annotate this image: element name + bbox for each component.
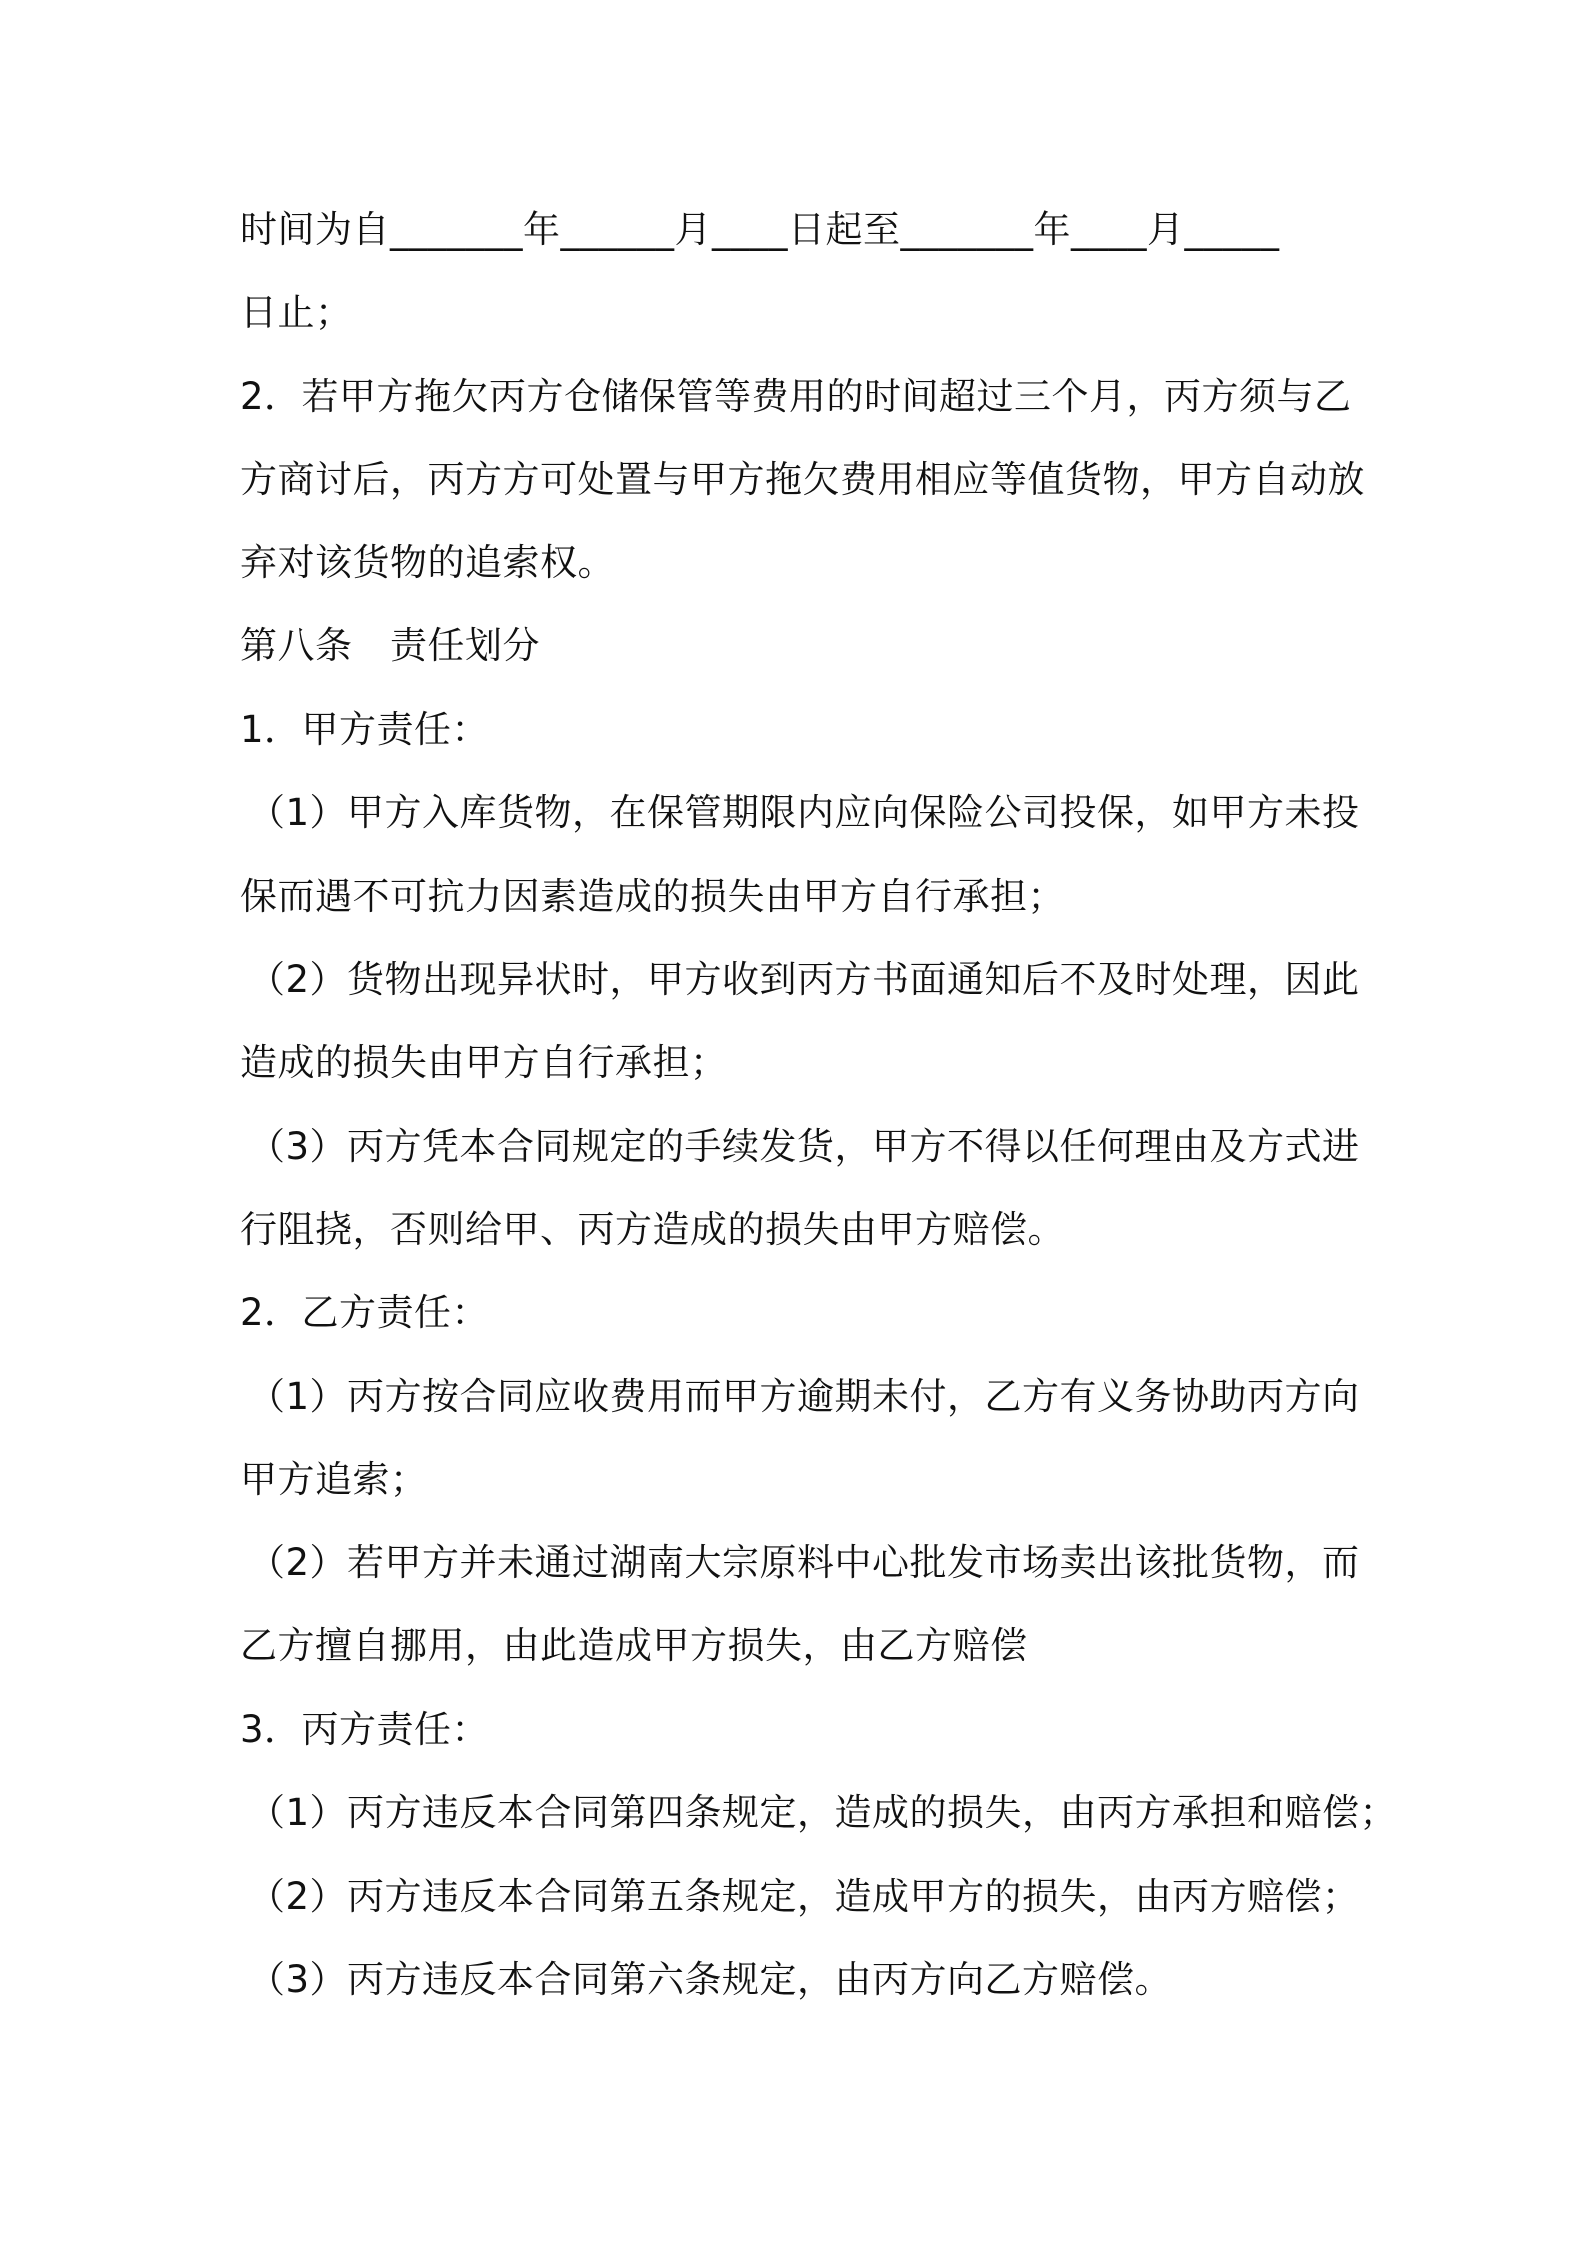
text-line: （2）若甲方并未通过湖南大宗原料中心批发市场卖出该批货物，而: [248, 1541, 1360, 1584]
subsection-heading: 1．甲方责任：: [240, 708, 490, 751]
text-line: 乙方擅自挪用，由此造成甲方损失，由乙方赔偿: [240, 1624, 1028, 1667]
subsection-heading: 2．乙方责任：: [240, 1291, 490, 1334]
text-line: 日止；: [240, 291, 353, 334]
text-line: 甲方追索；: [240, 1458, 428, 1501]
text-line: （2）货物出现异状时，甲方收到丙方书面通知后不及时处理，因此: [248, 958, 1360, 1001]
subsection-heading: 3．丙方责任：: [240, 1708, 490, 1751]
text-line: 行阻挠，否则给甲、丙方造成的损失由甲方赔偿。: [240, 1208, 1065, 1251]
text-line: 2．若甲方拖欠丙方仓储保管等费用的时间超过三个月，丙方须与乙: [240, 375, 1352, 418]
text-line: 时间为自_______年______月____日起至_______年____月_____: [240, 208, 1280, 251]
text-line: （1）丙方违反本合同第四条规定，造成的损失，由丙方承担和赔偿；: [248, 1791, 1398, 1834]
text-line: 弃对该货物的追索权。: [240, 541, 615, 584]
text-line: （1）甲方入库货物，在保管期限内应向保险公司投保，如甲方未投: [248, 791, 1360, 834]
text-line: （2）丙方违反本合同第五条规定，造成甲方的损失，由丙方赔偿；: [248, 1875, 1360, 1918]
text-line: 方商讨后，丙方方可处置与甲方拖欠费用相应等值货物，甲方自动放: [240, 458, 1365, 501]
text-line: （1）丙方按合同应收费用而甲方逾期未付，乙方有义务协助丙方向: [248, 1375, 1360, 1418]
section-heading: 第八条 责任划分: [240, 624, 540, 667]
text-line: 保而遇不可抗力因素造成的损失由甲方自行承担；: [240, 875, 1065, 918]
text-line: （3）丙方凭本合同规定的手续发货，甲方不得以任何理由及方式进: [248, 1125, 1360, 1168]
text-line: （3）丙方违反本合同第六条规定，由丙方向乙方赔偿。: [248, 1958, 1173, 2001]
text-line: 造成的损失由甲方自行承担；: [240, 1041, 728, 1084]
